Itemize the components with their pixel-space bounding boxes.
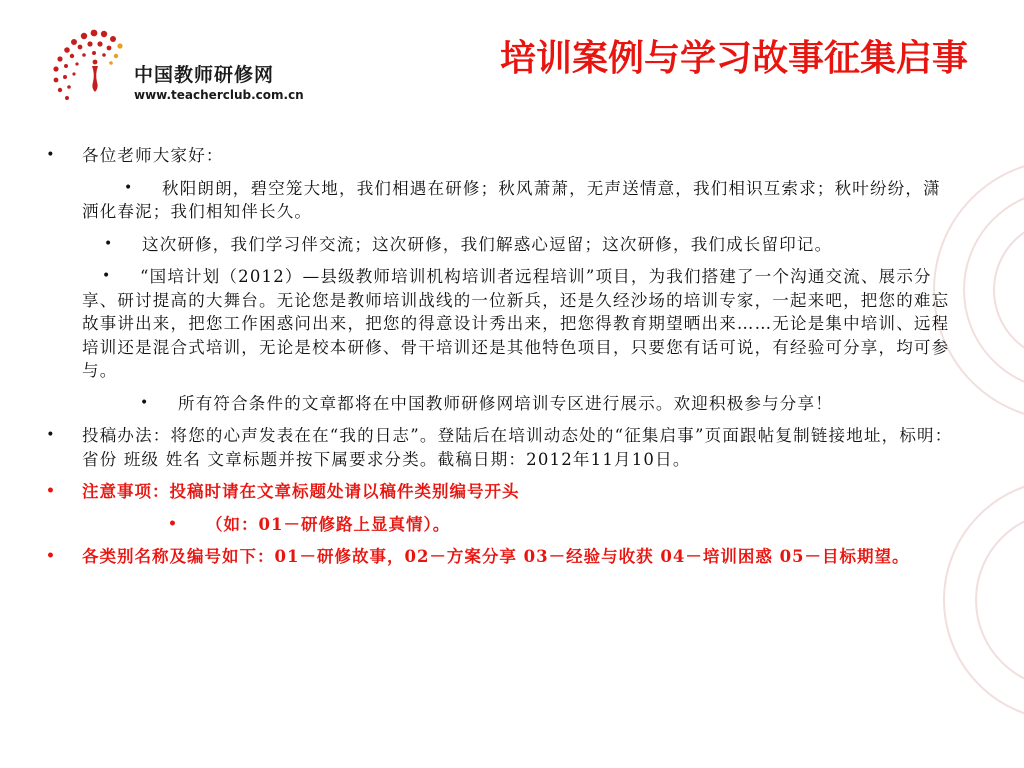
- bullet-marker: •: [104, 235, 114, 252]
- item-text: 各位老师大家好：: [82, 146, 224, 165]
- announcement-body: [44, 144, 956, 578]
- list-item-autumn: [44, 177, 956, 224]
- logo-name: 中国教师研修网: [134, 64, 275, 86]
- item-text: 这次研修，我们学习伴交流；这次研修，我们解惑心逗留；这次研修，我们成长留印记。: [142, 234, 833, 254]
- item-text: 注意事项：投稿时请在文章标题处请以稿件类别编号开头: [82, 482, 520, 501]
- item-text: 秋阳朗朗，碧空笼大地，我们相遇在研修；秋风萧萧，无声送情意，我们相识互索求；秋叶纷纷，潇洒化春泥；我们相知伴长久。: [82, 178, 941, 221]
- site-logo: [48, 28, 308, 108]
- bullet-marker: •: [46, 483, 56, 499]
- bullet-marker: •: [46, 427, 56, 443]
- list-item-notice: [44, 480, 956, 504]
- item-text: 所有符合条件的文章都将在中国教师研修网培训专区进行展示。欢迎积极参与分享！: [178, 393, 833, 413]
- page-title: 培训案例与学习故事征集启事: [499, 37, 968, 79]
- bullet-marker: •: [46, 548, 56, 564]
- list-item-project: [44, 265, 956, 383]
- item-text: “国培计划（2012）—县级教师培训机构培训者远程培训”项目，为我们搭建了一个沟通交流、展示分享、研讨提高的大舞台。无论您是教师培训战线的一位新兵，还是久经沙场的培训专家，一起来吧，把您的难忘故事讲出来，把您工作困惑问出来，把您的得意设计秀出来，把您得教育期望晒出来……无论是集中培训、远程培训还是混合式培训，无论是校本研修、骨干培训还是其他特色项目，只要您有话可说，有经验可分享，均可参与。: [82, 267, 950, 380]
- bullet-marker: •: [102, 268, 112, 284]
- bullet-marker: •: [140, 394, 150, 411]
- bullet-marker: •: [124, 179, 134, 196]
- logo-url: www.teacherclub.com.cn: [134, 88, 304, 102]
- item-text: 各类别名称及编号如下：01－研修故事，02－方案分享 03－经验与收获 04－培训困惑 05－目标期望。: [82, 547, 910, 566]
- logo-dots-icon: [48, 28, 148, 104]
- item-text: 投稿办法：将您的心声发表在在“我的日志”。登陆后在培训动态处的“征集启事”页面跟帖复制链接地址，标明：省份 班级 姓名 文章标题并按下属要求分类。截稿日期：2012年11月10日。: [82, 426, 953, 469]
- bullet-marker: •: [46, 147, 56, 163]
- item-text: （如：01－研修路上显真情）。: [206, 514, 451, 534]
- list-item-example: [44, 513, 956, 537]
- list-item-submission: [44, 424, 956, 471]
- list-item-categories: [44, 545, 956, 569]
- list-item-greeting: [44, 144, 956, 168]
- list-item-showcase: [44, 392, 956, 416]
- bullet-marker: •: [168, 515, 178, 532]
- list-item-study: [44, 233, 956, 257]
